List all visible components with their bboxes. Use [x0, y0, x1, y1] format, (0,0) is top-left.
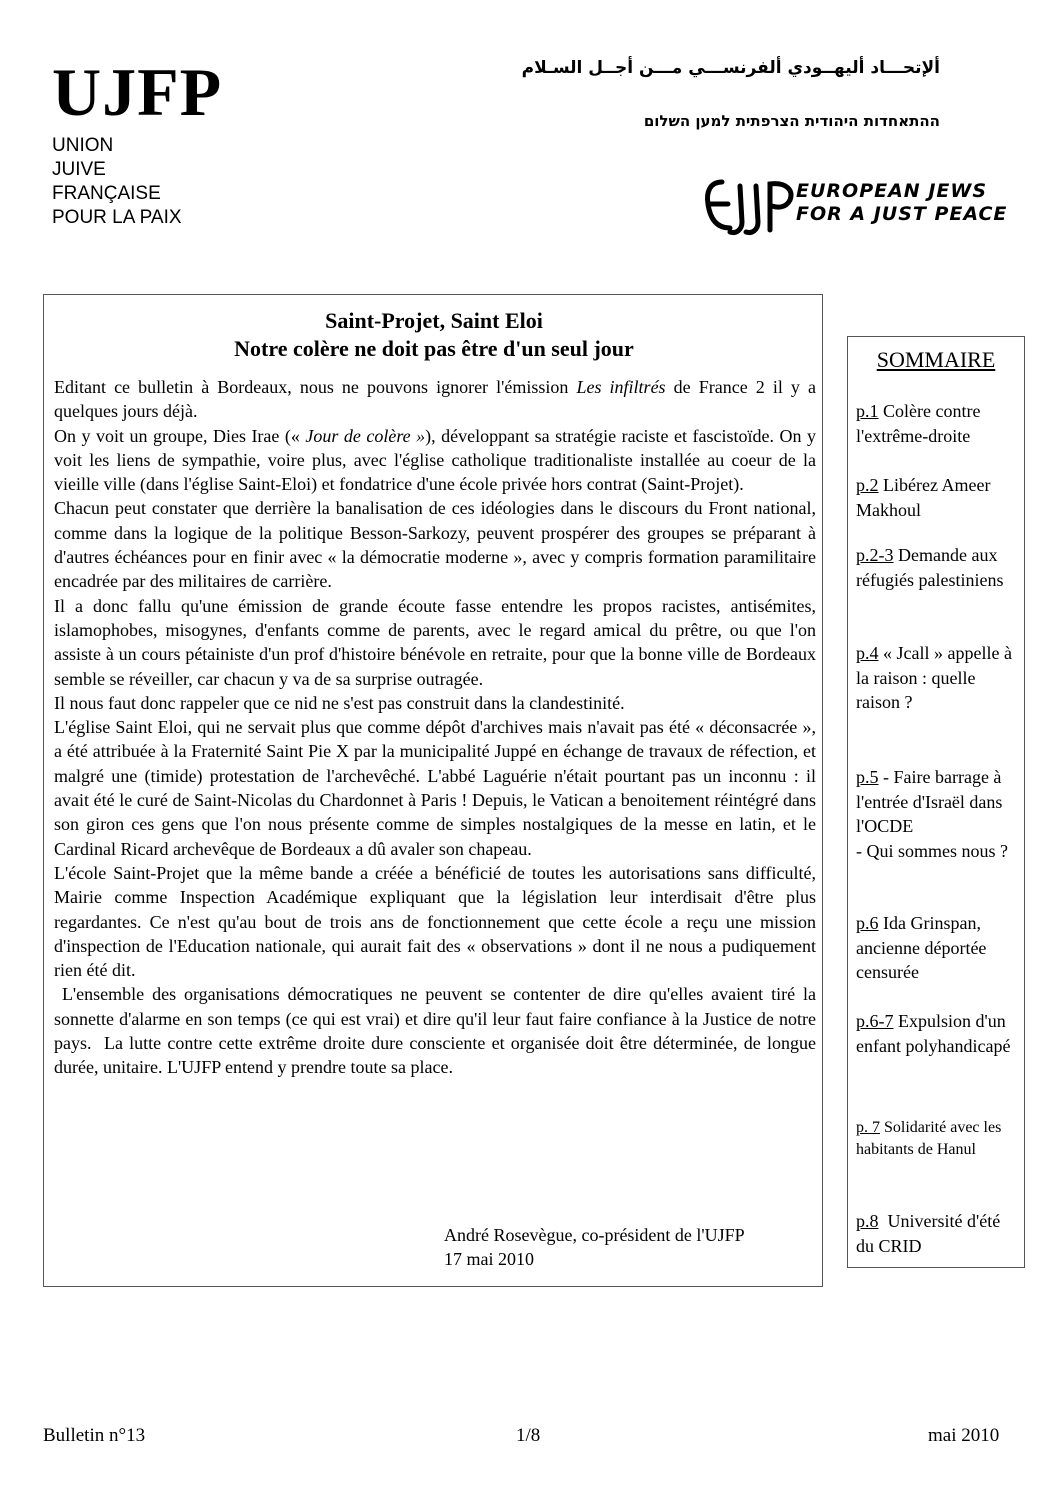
toc-page-link[interactable]: p. 7 [856, 1119, 880, 1136]
paragraph: Il a donc fallu qu'une émission de grande écoute fasse entendre les propos racistes, antisémites, islamophobes, misogynes, d'enfants comme de parents, avec le regard amical du prêtre, ou que l'on assiste à un cours pétainiste d'un prof d'histoire bénévole en retraite, pour que la bonne ville de Bordeaux semble se réveiller, car chacun y va de sa surprise outragée. [54, 595, 816, 689]
main-article [43, 294, 823, 1287]
article-date: 17 mai 2010 [444, 1249, 534, 1269]
paragraph: L'école Saint-Projet que la même bande a créée a bénéficié de toutes les autorisations sans difficulté, Mairie comme Inspection Académique expliquant que la législation leur interdisait d'être plus regardantes. Ce n'est qu'au bout de trois ans de fonctionnement que cette école a reçu une mission d'inspection de l'Education nationale, qui aurait fait des « observations » dont il ne nous a pudiquement rien été dit. [54, 862, 816, 981]
logo-subtitle-line: UNION [52, 135, 114, 156]
article-subtitle-line: Notre colère ne doit pas être d'un seul jour [234, 336, 634, 361]
ejjp-tagline [796, 180, 1007, 226]
logo-subtitle-line: POUR LA PAIX [52, 207, 182, 228]
toc-item[interactable]: p.6-7 Expulsion d'un enfant polyhandicapé [856, 1011, 1011, 1056]
footer-date: mai 2010 [928, 1425, 1000, 1446]
article-title-line: Saint-Projet, Saint Eloi [325, 308, 543, 333]
toc-item-extra: - Qui sommes nous ? [856, 840, 1008, 861]
footer-page-number: 1/8 [516, 1425, 541, 1446]
toc-item[interactable]: p.2 Libérez Ameer Makhoul [856, 475, 991, 520]
signature: André Rosevègue, co-président de l'UJFP [444, 1225, 745, 1245]
toc-item[interactable]: p.6 Ida Grinspan, ancienne déportée censurée [856, 913, 987, 982]
toc-page-link[interactable]: p.8 [856, 1211, 879, 1231]
toc-item[interactable]: p.5 - Faire barrage à l'entrée d'Israël dans l'OCDE - Qui sommes nous ? [856, 765, 1021, 863]
logo-subtitle-line: JUIVE [52, 159, 106, 180]
footer-bulletin-number: Bulletin n°13 [43, 1425, 146, 1446]
paragraph: L'église Saint Eloi, qui ne servait plus que comme dépôt d'archives mais n'avait pas été « déconsacrée », a été attribuée à la Fraternité Saint Pie X par la municipalité Juppé en échange de travaux de réfection, et malgré une (timide) protestation de l'archevêché. L'abbé Laguérie n'était pourtant pas un inconnu : il avait été le curé de Saint-Nicolas du Chardonnet à Paris ! Depuis, le Vatican a benoitement réintégré dans son giron ces gens que l'on nous présente comme de simples nostalgiques de la messe en latin, et le Cardinal Ricard archevêque de Bordeaux a dû avaler son chapeau. [54, 717, 816, 859]
article-title [44, 307, 824, 363]
toc-item[interactable]: p.2-3 Demande aux réfugiés palestiniens [856, 545, 1004, 590]
paragraph: Chacun peut constater que derrière la banalisation de ces idéologies dans le discours du Front national, comme dans la logique de la politique Besson-Sarkozy, peuvent prospérer des groupes se préparant à d'autres échéances pour en finir avec « la démocratie moderne », avec y compris formation paramilitaire encadrée par des militaires de carrière. [54, 498, 816, 592]
ejjp-line: EUROPEAN JEWS [796, 180, 988, 202]
arabic-org-name: ألإتحـــاد أليهــودي ألفرنســـي مـــن أجــل السـلام [521, 58, 940, 78]
paragraph: Il nous faut donc rappeler que ce nid ne s'est pas construit dans la clandestinité. [54, 692, 625, 713]
ejjp-line: FOR A JUST PEACE [796, 203, 1008, 225]
paragraph: Editant ce bulletin à Bordeaux, nous ne pouvons ignorer l'émission Les infiltrés de France 2 il y a quelques jours déjà. [54, 377, 817, 422]
article-body [54, 375, 821, 1080]
toc-item[interactable]: p.1 Colère contre l'extrême-droite [856, 401, 981, 446]
toc-page-link[interactable]: p.1 [856, 401, 879, 421]
hebrew-org-name: ההתאחדות היהודית הצרפתית למען השלום [643, 112, 940, 130]
paragraph: L'ensemble des organisations démocratiques ne peuvent se contenter de dire qu'elles avaient tiré la sonnette d'alarme en son temps (ce qui est vrai) et dire qu'il leur faut faire confiance à la Justice de notre pays. La lutte contre cette extrême droite dure consciente et organisée doit être déterminée, de longue durée, unitaire. L'UJFP entend y prendre toute sa place. [54, 984, 821, 1078]
toc-page-link[interactable]: p.6-7 [856, 1011, 894, 1031]
ujfp-logo: UJFP [52, 54, 223, 130]
toc-page-link[interactable]: p.5 [856, 767, 879, 787]
toc-page-link[interactable]: p.6 [856, 913, 879, 933]
table-of-contents [847, 336, 1025, 1268]
paragraph: On y voit un groupe, Dies Irae (« Jour de colère »), développant sa stratégie raciste et fascistoïde. On y voit les liens de sympathie, voire plus, avec l'église catholique traditionaliste installée au coeur de la vieille ville (dans l'église Saint-Eloi) et fondatrice d'une école privée hors contrat (Saint-Projet). [54, 425, 816, 495]
toc-title: SOMMAIRE [876, 347, 996, 372]
toc-item[interactable]: p.4 « Jcall » appelle à la raison : quelle raison ? [856, 643, 1012, 712]
toc-page-link[interactable]: p.2 [856, 475, 879, 495]
logo-subtitle [52, 134, 182, 230]
logo-subtitle-line: FRANÇAISE [52, 183, 161, 204]
toc-item[interactable]: p. 7 Solidarité avec les habitants de Hanul [856, 1119, 1002, 1158]
toc-item[interactable]: p.8 Université d'été du CRID [856, 1211, 1005, 1256]
toc-page-link[interactable]: p.2-3 [856, 545, 894, 565]
toc-page-link[interactable]: p.4 [856, 643, 879, 663]
signature-block [444, 1223, 745, 1271]
